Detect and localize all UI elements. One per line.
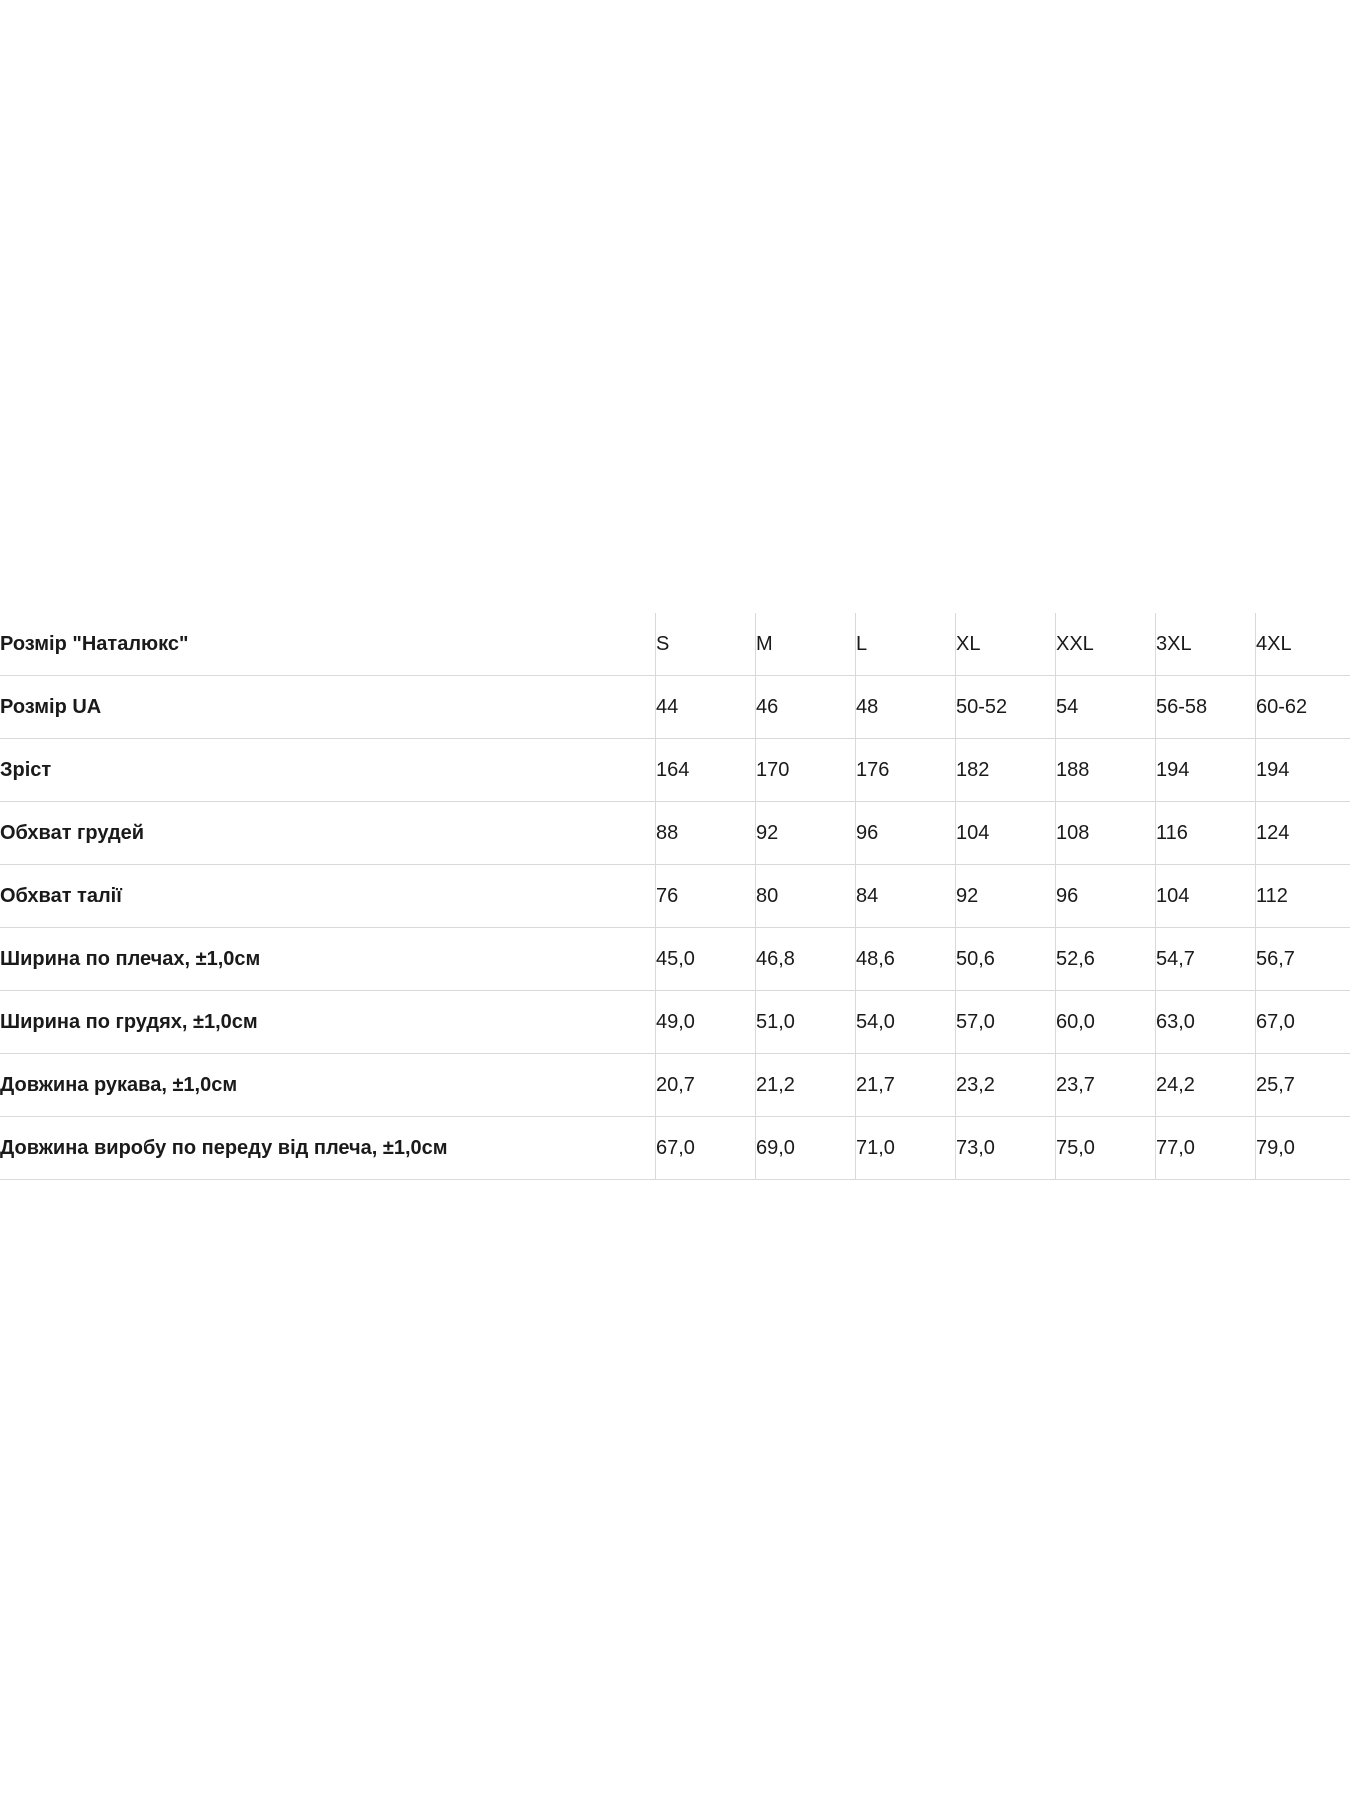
table-cell: 50-52 [956,676,1056,739]
table-cell: 80 [756,865,856,928]
size-column-header: 4XL [1256,613,1350,676]
table-cell: 182 [956,739,1056,802]
table-cell: 67,0 [1256,991,1350,1054]
table-cell: 194 [1156,739,1256,802]
size-column-header: XL [956,613,1056,676]
table-cell: 76 [656,865,756,928]
table-cell: 50,6 [956,928,1056,991]
table-cell: 24,2 [1156,1054,1256,1117]
size-column-header: XXL [1056,613,1156,676]
table-cell: 104 [1156,865,1256,928]
table-cell: 170 [756,739,856,802]
table-cell: 96 [856,802,956,865]
size-chart-table [0,613,1350,1180]
table-cell: 51,0 [756,991,856,1054]
table-row [0,676,1350,739]
table-cell: 176 [856,739,956,802]
table-cell: 77,0 [1156,1117,1256,1180]
size-chart-container [0,613,1350,1180]
row-label: Розмір UA [0,676,656,739]
table-cell: 60-62 [1256,676,1350,739]
table-cell: 194 [1256,739,1350,802]
table-cell: 56,7 [1256,928,1350,991]
table-cell: 112 [1256,865,1350,928]
row-label: Довжина виробу по переду від плеча, ±1,0см [0,1117,656,1180]
table-cell: 60,0 [1056,991,1156,1054]
table-row [0,865,1350,928]
table-cell: 164 [656,739,756,802]
table-cell: 79,0 [1256,1117,1350,1180]
table-row [0,739,1350,802]
table-cell: 23,7 [1056,1054,1156,1117]
table-cell: 46,8 [756,928,856,991]
size-column-header: L [856,613,956,676]
table-cell: 45,0 [656,928,756,991]
table-cell: 188 [1056,739,1156,802]
table-cell: 69,0 [756,1117,856,1180]
table-cell: 48 [856,676,956,739]
table-cell: 44 [656,676,756,739]
table-cell: 116 [1156,802,1256,865]
table-row [0,928,1350,991]
size-column-header: 3XL [1156,613,1256,676]
table-cell: 88 [656,802,756,865]
table-cell: 48,6 [856,928,956,991]
table-cell: 71,0 [856,1117,956,1180]
table-cell: 92 [756,802,856,865]
table-cell: 20,7 [656,1054,756,1117]
table-cell: 25,7 [1256,1054,1350,1117]
table-cell: 46 [756,676,856,739]
table-cell: 67,0 [656,1117,756,1180]
table-cell: 54,0 [856,991,956,1054]
table-header-row [0,613,1350,676]
table-cell: 23,2 [956,1054,1056,1117]
table-cell: 75,0 [1056,1117,1156,1180]
table-cell: 108 [1056,802,1156,865]
table-cell: 63,0 [1156,991,1256,1054]
table-cell: 52,6 [1056,928,1156,991]
table-cell: 56-58 [1156,676,1256,739]
table-cell: 49,0 [656,991,756,1054]
table-cell: 54,7 [1156,928,1256,991]
row-label: Ширина по грудях, ±1,0см [0,991,656,1054]
table-cell: 84 [856,865,956,928]
table-cell: 104 [956,802,1056,865]
table-cell: 21,2 [756,1054,856,1117]
table-row [0,1117,1350,1180]
size-column-header: M [756,613,856,676]
size-column-header: S [656,613,756,676]
row-label: Обхват грудей [0,802,656,865]
row-label: Довжина рукава, ±1,0см [0,1054,656,1117]
table-cell: 96 [1056,865,1156,928]
table-cell: 21,7 [856,1054,956,1117]
table-cell: 57,0 [956,991,1056,1054]
table-row [0,802,1350,865]
table-cell: 54 [1056,676,1156,739]
row-label: Обхват талії [0,865,656,928]
table-cell: 124 [1256,802,1350,865]
table-cell: 73,0 [956,1117,1056,1180]
row-label: Зріст [0,739,656,802]
table-cell: 92 [956,865,1056,928]
table-row [0,1054,1350,1117]
row-label: Ширина по плечах, ±1,0см [0,928,656,991]
table-row [0,991,1350,1054]
brand-size-label: Розмір "Наталюкс" [0,613,656,676]
